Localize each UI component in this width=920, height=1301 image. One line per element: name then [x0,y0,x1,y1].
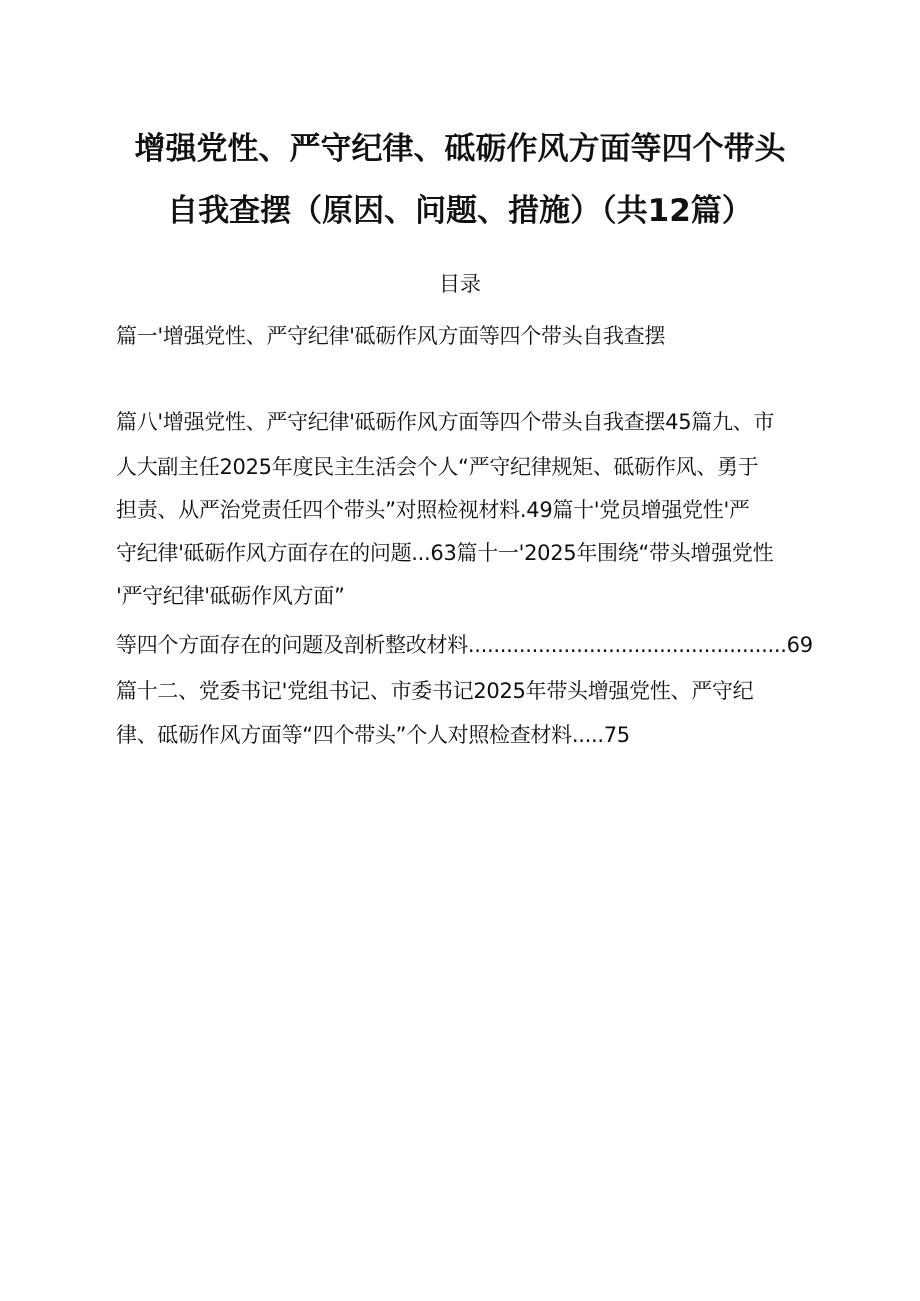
toc-line: 担责、从严治党责任四个带头”对照检视材料.49篇十'党员增强党性'严 [116,498,750,522]
toc-line: '严守纪律'砥砺作风方面” [116,584,345,608]
document-title-line-1: 增强党性、严守纪律、砥砺作风方面等四个带头 [134,131,786,167]
toc-line: 人大副主任2025年度民主生活会个人“严守纪律规矩、砥砺作风、勇于 [116,455,759,479]
toc-line: 篇十二、党委书记'党组书记、市委书记2025年带头增强党性、严守纪 [116,679,754,703]
toc-heading: 目录 [439,272,481,296]
toc-line: 守纪律'砥砺作风方面存在的问题...63篇十一'2025年围绕“带头增强党性 [116,541,774,565]
toc-line: 篇八'增强党性、严守纪律'砥砺作风方面等四个带头自我查摆45篇九、市 [116,410,775,434]
toc-line: 等四个方面存在的问题及剖析整改材料..................................................69 [116,633,813,657]
toc-line: 律、砥砺作风方面等“四个带头”个人对照检查材料.....75 [116,723,630,747]
document-title-line-2: 自我查摆（原因、问题、措施）（共12篇） [167,193,753,229]
toc-line: 篇一'增强党性、严守纪律'砥砺作风方面等四个带头自我查摆 [116,324,666,348]
